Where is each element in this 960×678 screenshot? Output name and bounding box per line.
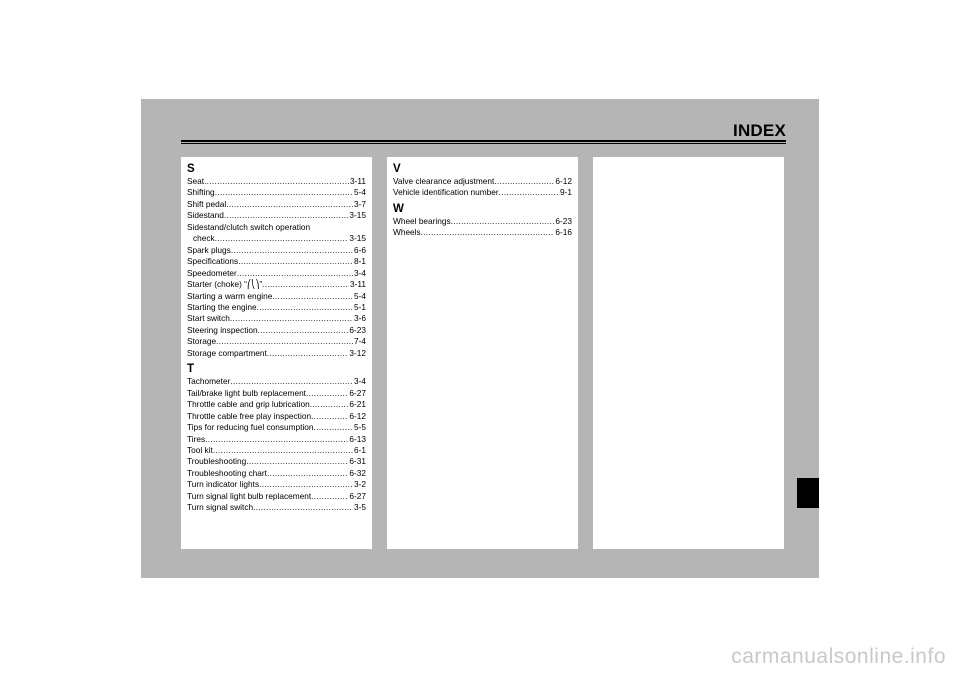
index-entry: Specifications ..... 8-1 [187,256,366,267]
index-entry: Tips for reducing fuel consumption ..... 5-5 [187,422,366,433]
index-entry: Tail/brake light bulb replacement ..... 6-27 [187,388,366,399]
index-entry: Turn signal switch ..... 3-5 [187,502,366,513]
index-entry: Throttle cable free play inspection ..... 6-12 [187,411,366,422]
index-entry: Storage compartment ..... 3-12 [187,348,366,359]
index-entry: Tires ..... 6-13 [187,434,366,445]
index-entry: Steering inspection ..... 6-23 [187,325,366,336]
index-entry: Tachometer ..... 3-4 [187,376,366,387]
index-section-v [393,163,572,199]
index-entry: Starter (choke) “⎛⎝⎞” ..... 3-11 [187,279,366,290]
index-entry: Speedometer ..... 3-4 [187,268,366,279]
index-entry: Turn signal light bulb replacement ..... 6-27 [187,491,366,502]
index-entry: check ..... 3-15 [187,233,366,244]
index-entry: Wheels ..... 6-16 [393,227,572,238]
index-entry: Troubleshooting chart ..... 6-32 [187,468,366,479]
title-rule-thin [181,143,786,144]
index-section-s [187,163,366,359]
section-letter: T [187,363,195,376]
index-entry: Sidestand ..... 3-15 [187,210,366,221]
watermark: carmanualsonline.info [731,645,946,668]
index-section-t [187,363,366,513]
section-letter: S [187,163,195,175]
index-section-w [393,203,572,239]
index-entry: Troubleshooting ..... 6-31 [187,456,366,467]
index-entry: Tool kit ..... 6-1 [187,445,366,456]
index-entry: Wheel bearings ..... 6-23 [393,216,572,227]
section-thumb-tab [797,478,819,508]
index-entry: Start switch ..... 3-6 [187,313,366,324]
title-rule [181,140,786,142]
index-entry: Turn indicator lights ..... 3-2 [187,479,366,490]
index-entry: Throttle cable and grip lubrication ..... 6-21 [187,399,366,410]
index-entry: Shifting ..... 5-4 [187,187,366,198]
page-title: INDEX [733,121,786,140]
index-entry-heading: Sidestand/clutch switch operation [187,221,311,232]
index-entry: Storage ..... 7-4 [187,336,366,347]
section-letter: V [393,163,401,175]
index-entry: Starting the engine ..... 5-1 [187,302,366,313]
index-column-3-empty [593,157,784,549]
index-entry: Valve clearance adjustment ..... 6-12 [393,176,572,187]
index-entry: Vehicle identification number ..... 9-1 [393,187,572,198]
section-letter: W [393,202,404,215]
index-entry: Starting a warm engine ..... 5-4 [187,291,366,302]
index-column-1 [181,157,372,549]
index-entry: Shift pedal ..... 3-7 [187,199,366,210]
manual-page [141,99,819,578]
index-entry: Seat ..... 3-11 [187,176,366,187]
index-column-2 [387,157,578,549]
index-entry: Spark plugs ..... 6-6 [187,245,366,256]
